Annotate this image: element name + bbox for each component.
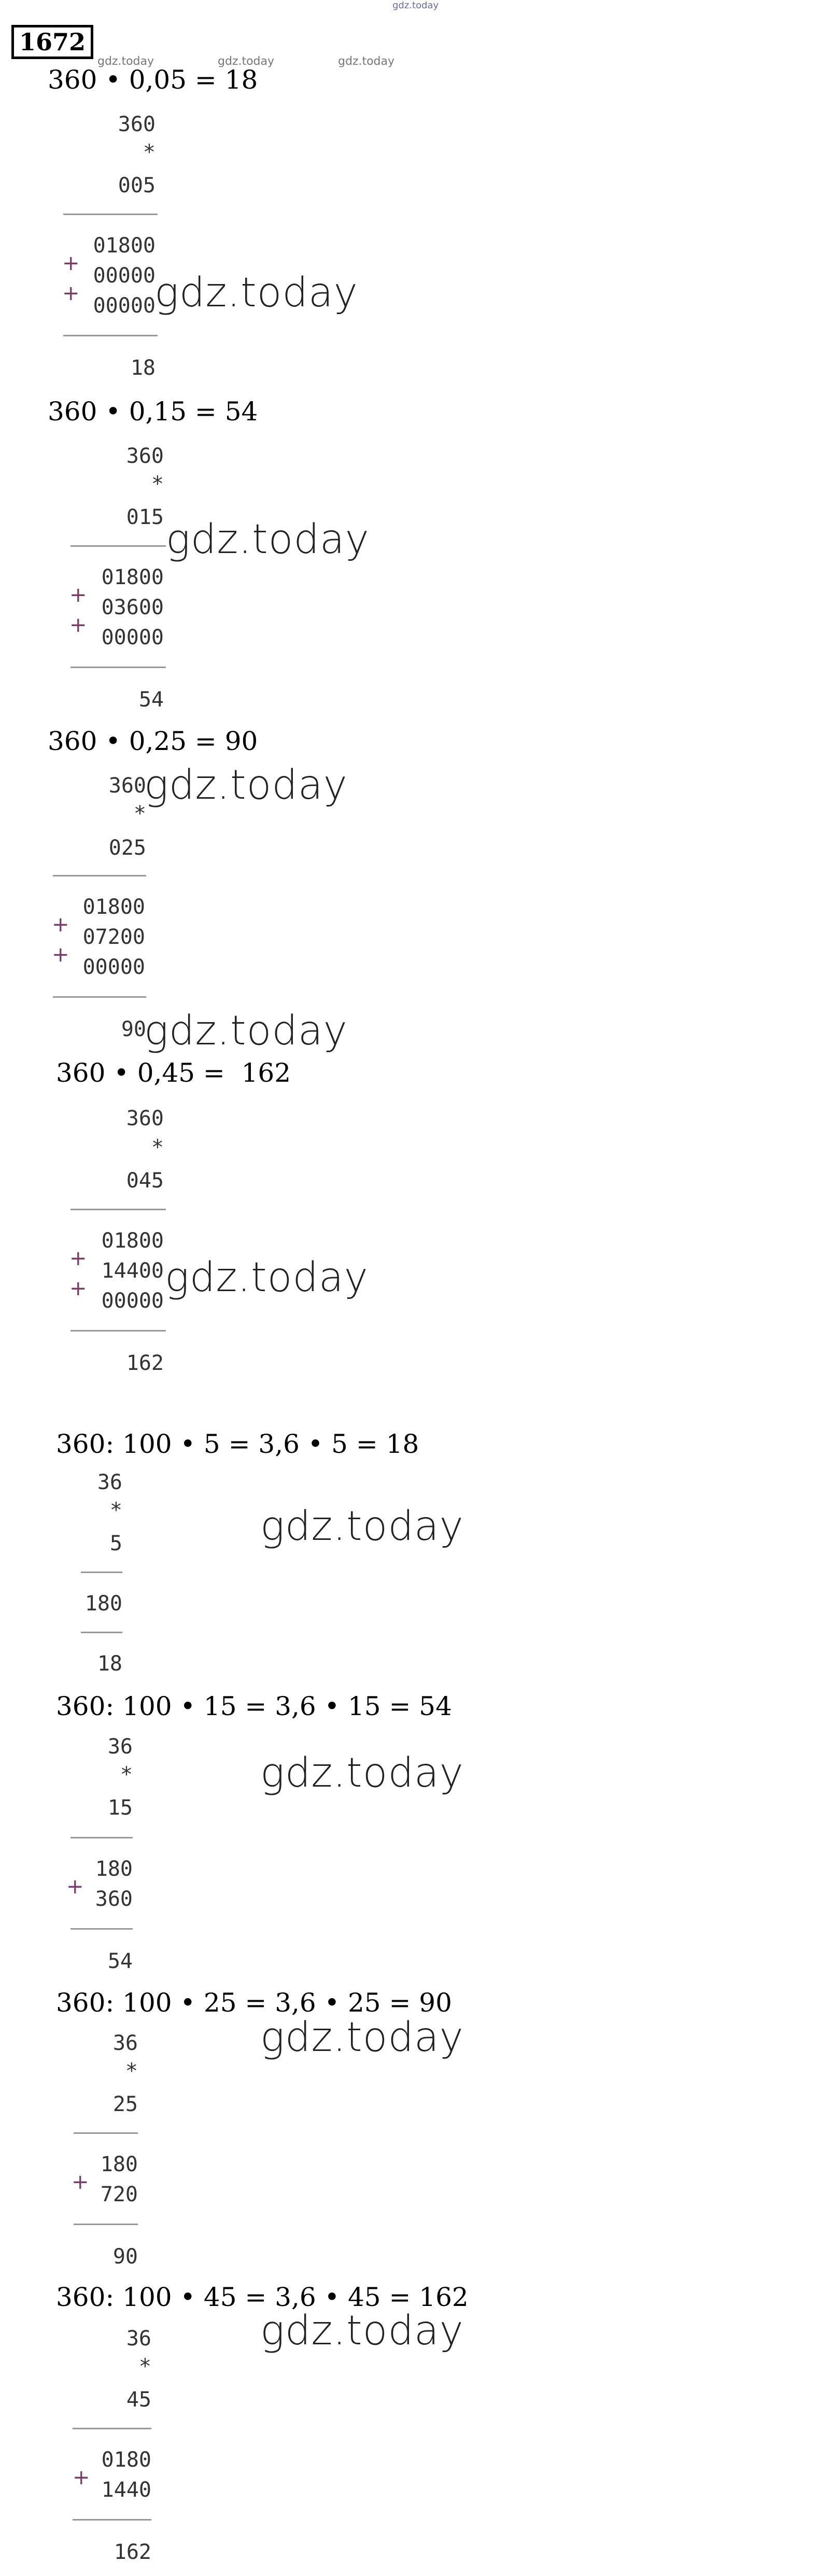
operand-1: 360 bbox=[118, 112, 156, 136]
divider bbox=[73, 2428, 151, 2429]
watermark: gdz.today bbox=[260, 2014, 464, 2061]
partial-product: 00000 bbox=[101, 626, 164, 649]
plus-sign: + bbox=[69, 613, 87, 637]
equation: 360 • 0,15 = 54 bbox=[48, 397, 258, 427]
divider bbox=[81, 1632, 122, 1633]
partial-product: 14400 bbox=[101, 1259, 164, 1283]
plus-sign: + bbox=[62, 251, 80, 275]
operand-2: 045 bbox=[126, 1169, 164, 1193]
operand-1: 36 bbox=[126, 2327, 151, 2351]
divider bbox=[70, 1330, 166, 1332]
operator: * bbox=[138, 2355, 151, 2379]
result: 54 bbox=[107, 1949, 133, 1973]
operand-1: 36 bbox=[97, 1470, 122, 1494]
partial-product: 01800 bbox=[101, 565, 164, 589]
result: 18 bbox=[130, 356, 156, 380]
task-number: 1672 bbox=[11, 25, 93, 59]
operand-2: 5 bbox=[109, 1532, 122, 1555]
divider bbox=[70, 667, 166, 668]
equation: 360 • 0,05 = 18 bbox=[48, 65, 258, 95]
watermark-small: gdz.today bbox=[338, 55, 395, 68]
plus-sign: + bbox=[69, 1277, 87, 1300]
divider bbox=[73, 2519, 151, 2521]
operand-1: 36 bbox=[107, 1735, 133, 1759]
partial-product: 01800 bbox=[101, 1229, 164, 1253]
partial-product: 1440 bbox=[101, 2478, 151, 2502]
watermark: gdz.today bbox=[260, 1750, 464, 1796]
partial-product: 01800 bbox=[82, 895, 145, 919]
partial-product: 03600 bbox=[101, 596, 164, 619]
operand-2: 025 bbox=[108, 836, 146, 860]
operand-1: 360 bbox=[126, 1107, 164, 1130]
divider bbox=[53, 875, 146, 876]
plus-sign: + bbox=[72, 2170, 89, 2194]
divider bbox=[63, 214, 158, 215]
watermark-small: gdz.today bbox=[97, 55, 154, 68]
divider bbox=[70, 545, 166, 547]
partial-product: 01800 bbox=[93, 234, 156, 258]
partial-product: 360 bbox=[95, 1887, 133, 1911]
equation: 360 • 0,45 = 162 bbox=[56, 1058, 291, 1088]
watermark-top: gdz.today bbox=[392, 0, 439, 11]
watermark: gdz.today bbox=[165, 1254, 369, 1301]
watermark: gdz.today bbox=[144, 1008, 348, 1054]
watermark: gdz.today bbox=[154, 270, 358, 316]
result: 54 bbox=[138, 688, 164, 712]
plus-sign: + bbox=[52, 943, 69, 967]
operand-2: 15 bbox=[107, 1796, 133, 1820]
operand-1: 360 bbox=[108, 774, 146, 798]
equation: 360: 100 • 45 = 3,6 • 45 = 162 bbox=[56, 2282, 469, 2312]
operator: * bbox=[151, 472, 164, 496]
plus-sign: + bbox=[69, 1247, 87, 1270]
operator: * bbox=[125, 2059, 138, 2083]
equation: 360: 100 • 5 = 3,6 • 5 = 18 bbox=[56, 1429, 419, 1459]
partial-product: 00000 bbox=[82, 955, 145, 979]
partial-product: 07200 bbox=[82, 925, 145, 949]
partial-product: 180 bbox=[95, 1857, 133, 1881]
divider bbox=[70, 1837, 133, 1838]
plus-sign: + bbox=[69, 583, 87, 607]
partial-product: 0180 bbox=[101, 2448, 151, 2472]
partial-product: 180 bbox=[100, 2153, 138, 2176]
divider bbox=[74, 2132, 138, 2134]
operator: * bbox=[109, 1498, 122, 1522]
result: 18 bbox=[97, 1652, 122, 1676]
operand-2: 005 bbox=[118, 174, 156, 197]
operand-1: 360 bbox=[126, 444, 164, 468]
partial-product: 00000 bbox=[101, 1289, 164, 1313]
partial-product: 180 bbox=[84, 1592, 122, 1616]
partial-product: 00000 bbox=[93, 294, 156, 318]
divider bbox=[53, 996, 146, 998]
operand-2: 015 bbox=[126, 505, 164, 529]
equation: 360: 100 • 25 = 3,6 • 25 = 90 bbox=[56, 1988, 452, 2018]
operand-2: 45 bbox=[126, 2388, 151, 2412]
operator: * bbox=[151, 1136, 164, 1159]
divider bbox=[70, 1928, 133, 1930]
operator: * bbox=[143, 140, 156, 164]
partial-product: 720 bbox=[100, 2183, 138, 2206]
result: 90 bbox=[112, 2245, 138, 2269]
operator: * bbox=[133, 802, 146, 826]
divider bbox=[81, 1572, 122, 1573]
equation: 360 • 0,25 = 90 bbox=[48, 726, 258, 756]
equation: 360: 100 • 15 = 3,6 • 15 = 54 bbox=[56, 1691, 452, 1721]
plus-sign: + bbox=[62, 281, 80, 305]
watermark: gdz.today bbox=[166, 516, 370, 563]
operand-1: 36 bbox=[112, 2031, 138, 2055]
divider bbox=[63, 335, 158, 336]
result: 90 bbox=[121, 1017, 146, 1041]
divider bbox=[74, 2224, 138, 2225]
watermark: gdz.today bbox=[260, 2308, 464, 2354]
divider bbox=[70, 1209, 166, 1210]
watermark-small: gdz.today bbox=[218, 55, 275, 68]
operand-2: 25 bbox=[112, 2092, 138, 2116]
result: 162 bbox=[126, 1351, 164, 1375]
plus-sign: + bbox=[66, 1875, 84, 1899]
watermark: gdz.today bbox=[260, 1503, 464, 1550]
watermark: gdz.today bbox=[144, 762, 348, 809]
plus-sign: + bbox=[73, 2466, 90, 2489]
operator: * bbox=[120, 1763, 133, 1787]
result: 162 bbox=[114, 2540, 151, 2564]
plus-sign: + bbox=[52, 913, 69, 937]
partial-product: 00000 bbox=[93, 264, 156, 288]
